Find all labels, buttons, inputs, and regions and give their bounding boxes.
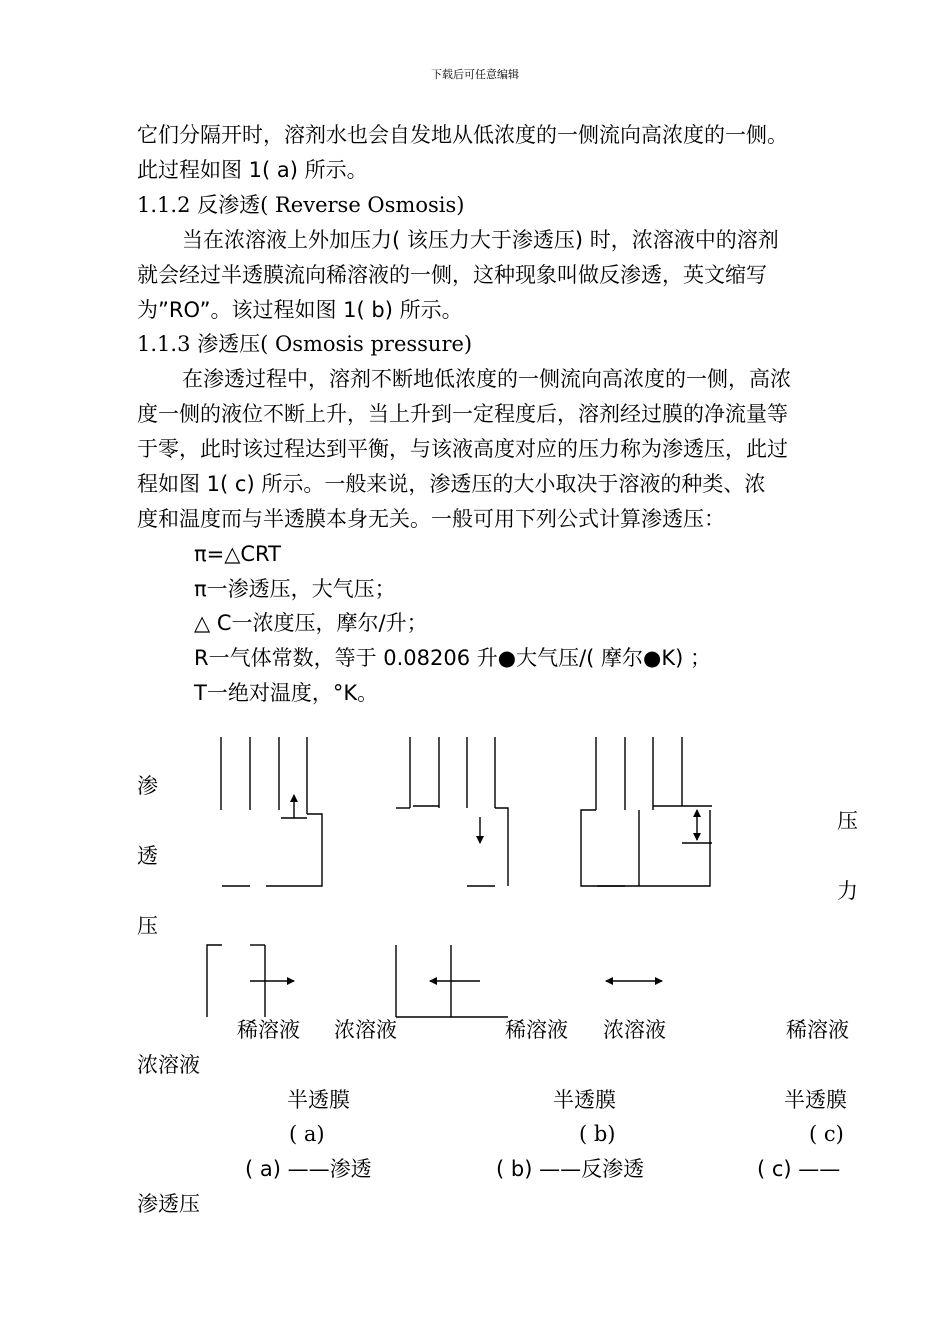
label-conc-a: 浓溶液: [334, 1018, 397, 1042]
paragraph-line: 它们分隔开时，溶剂水也会自发地从低浓度的一侧流向高浓度的一侧。: [137, 123, 788, 147]
paragraph-line: 此过程如图 1( a) 所示。: [137, 158, 368, 182]
section-heading-1-1-3: 1.1.3 渗透压( Osmosis pressure): [137, 332, 473, 356]
vessel-b: [396, 737, 508, 886]
side-label-left: 透: [137, 844, 158, 868]
bracket-a: [207, 945, 294, 1017]
paragraph-line: 在渗透过程中，溶剂不断地低浓度的一侧流向高浓度的一侧，高浓: [182, 367, 791, 391]
formula-def-pi: π一渗透压，大气压；: [194, 577, 396, 601]
vessel-c: [581, 737, 712, 886]
paragraph-line: 度和温度而与半透膜本身无关。一般可用下列公式计算渗透压：: [137, 507, 725, 531]
label-membrane-c: 半透膜: [784, 1088, 847, 1112]
formula-def-t: T一绝对温度，°K。: [194, 681, 379, 705]
paragraph-line: 于零，此时该过程达到平衡，与该液高度对应的压力称为渗透压，此过: [137, 437, 788, 461]
label-dilute-b: 稀溶液: [505, 1018, 568, 1042]
sublabel-c: ( c): [809, 1122, 844, 1146]
paragraph-line: 就会经过半透膜流向稀溶液的一侧，这种现象叫做反渗透，英文缩写: [137, 263, 767, 287]
formula-def-r: R一气体常数，等于 0.08206 升●大气压/( 摩尔●K) ；: [194, 646, 712, 670]
section-heading-1-1-2: 1.1.2 反渗透( Reverse Osmosis): [137, 193, 465, 217]
caption-b: ( b) ——反渗透: [496, 1157, 645, 1181]
side-label-left: 渗: [137, 774, 158, 798]
label-membrane-b: 半透膜: [553, 1088, 616, 1112]
side-label-right: 力: [837, 879, 858, 903]
label-dilute-a: 稀溶液: [237, 1018, 300, 1042]
side-label-left: 压: [137, 914, 158, 938]
paragraph-line: 度一侧的液位不断上升，当上升到一定程度后，溶剂经过膜的净流量等: [137, 402, 788, 426]
bracket-b: [396, 945, 508, 1017]
formula-main: π=△CRT: [194, 542, 281, 566]
side-label-right: 压: [837, 809, 858, 833]
caption-a: ( a) ——渗透: [245, 1157, 372, 1181]
formula-def-c: △ C一浓度压，摩尔/升；: [194, 611, 428, 635]
caption-c: ( c) ——: [757, 1157, 841, 1181]
label-conc-b: 浓溶液: [603, 1018, 666, 1042]
page-header: 下载后可任意编辑: [431, 68, 519, 81]
paragraph-line: 为”RO”。该过程如图 1( b) 所示。: [137, 298, 463, 322]
label-conc-c: 浓溶液: [137, 1053, 200, 1077]
vessel-a: [221, 737, 322, 886]
caption-c-wrap: 渗透压: [137, 1192, 200, 1216]
sublabel-a: ( a): [289, 1122, 325, 1146]
paragraph-line: 程如图 1( c) 所示。一般来说，渗透压的大小取决于溶液的种类、浓: [137, 472, 766, 496]
label-membrane-a: 半透膜: [287, 1088, 350, 1112]
label-dilute-c: 稀溶液: [786, 1018, 849, 1042]
sublabel-b: ( b): [579, 1122, 616, 1146]
paragraph-line: 当在浓溶液上外加压力( 该压力大于渗透压) 时，浓溶液中的溶剂: [182, 228, 779, 252]
